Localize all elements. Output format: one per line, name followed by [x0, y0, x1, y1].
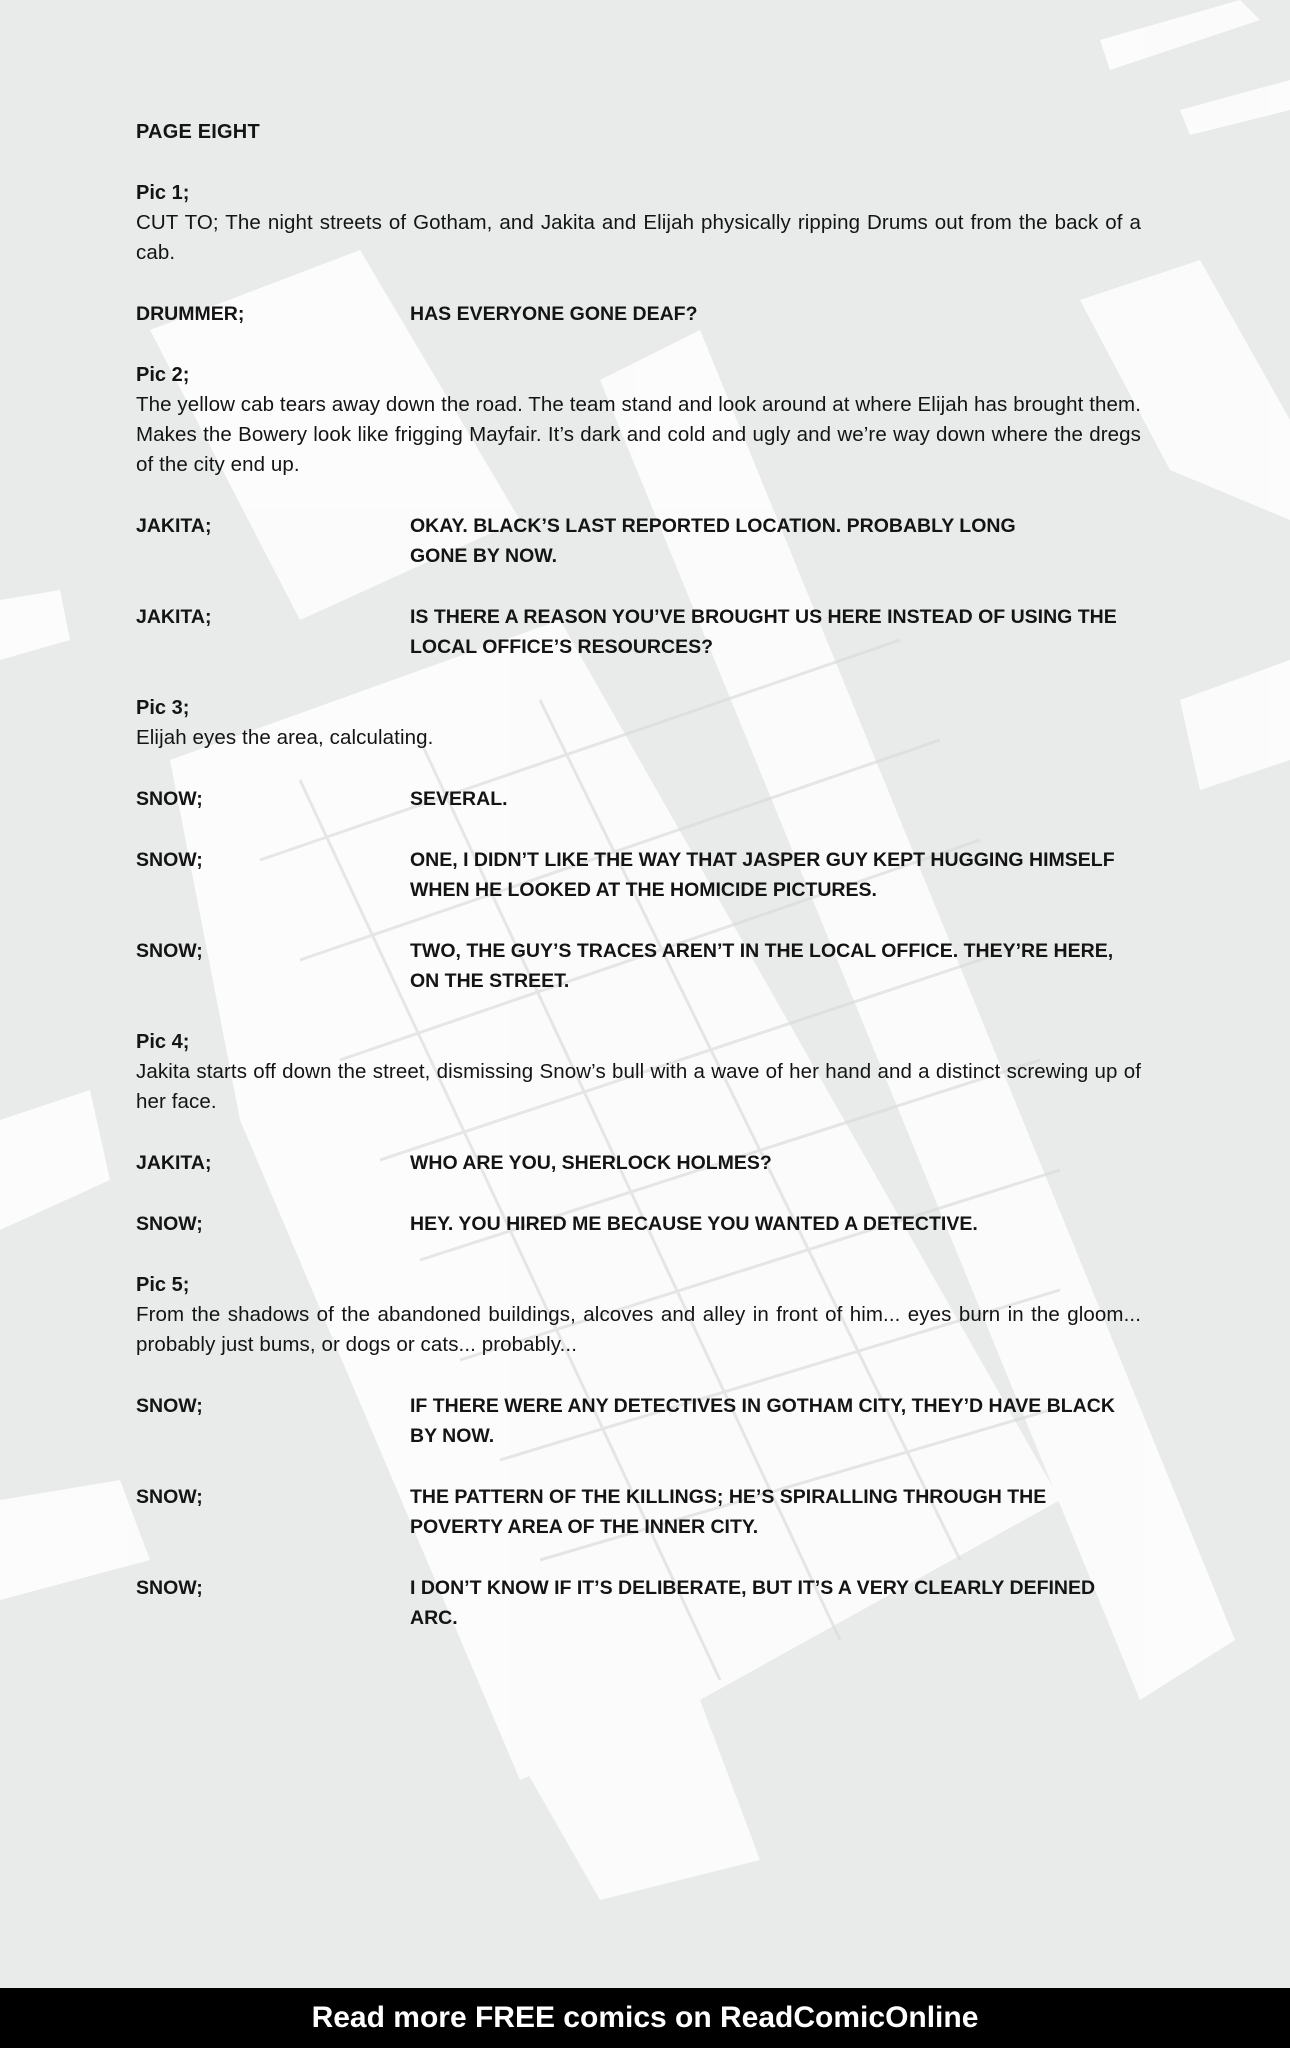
dialogue-line-part: THE PATTERN OF THE KILLINGS; HE’S SPIRALLING THROUGH THE	[410, 1486, 1047, 1508]
footer-banner-text[interactable]: Read more FREE comics on ReadComicOnline	[311, 2001, 979, 2034]
dialogue-line	[410, 602, 1141, 662]
dialogue-row	[136, 511, 1141, 571]
speaker-name: JAKITA;	[136, 606, 212, 628]
dialogue-line: WHO ARE YOU, SHERLOCK HOLMES?	[410, 1152, 772, 1174]
speaker-name: SNOW;	[136, 1395, 203, 1417]
speaker-name: JAKITA;	[136, 1152, 212, 1174]
dialogue-row	[136, 1482, 1141, 1542]
dialogue-line	[410, 845, 1141, 905]
speaker-name: SNOW;	[136, 1486, 203, 1508]
panel-description-3	[136, 693, 1141, 753]
dialogue-line	[410, 511, 1141, 571]
panel-heading: Pic 1;	[136, 182, 190, 204]
speaker-name: JAKITA;	[136, 515, 212, 537]
dialogue-row	[136, 1573, 1141, 1633]
panel-description-2	[136, 360, 1141, 480]
panel-text: Elijah eyes the area, calculating.	[136, 726, 434, 749]
dialogue-line-part: ONE, I DIDN’T LIKE THE WAY THAT JASPER GUY KEPT HUGGING HIMSELF	[410, 849, 1115, 871]
dialogue-line-part: LOCAL OFFICE’S RESOURCES?	[410, 636, 713, 658]
dialogue-line-part: IS THERE A REASON YOU’VE BROUGHT US HERE INSTEAD OF USING THE	[410, 606, 1117, 628]
panel-description-5	[136, 1270, 1141, 1360]
dialogue-line-part: OKAY. BLACK’S LAST REPORTED LOCATION. PROBABLY LONG	[410, 515, 1016, 537]
speaker-name: DRUMMER;	[136, 303, 245, 325]
panel-text: The yellow cab tears away down the road. The team stand and look around at where Elijah has brought them. Makes the Bowery look like frigging Mayfair. It’s dark and cold and ugly and we’re way down where the dregs of the city end up.	[136, 393, 1141, 476]
page-title: PAGE EIGHT	[136, 121, 260, 143]
dialogue-line-part: IF THERE WERE ANY DETECTIVES IN GOTHAM CITY, THEY’D HAVE BLACK	[410, 1395, 1115, 1417]
dialogue-row	[136, 299, 1141, 329]
panel-description-1	[136, 178, 1141, 268]
panel-heading: Pic 3;	[136, 697, 190, 719]
script-page	[136, 117, 1141, 1664]
dialogue-line-part: POVERTY AREA OF THE INNER CITY.	[410, 1516, 759, 1538]
speaker-name: SNOW;	[136, 1213, 203, 1235]
panel-heading: Pic 4;	[136, 1031, 190, 1053]
dialogue-row	[136, 1148, 1141, 1178]
panel-text: CUT TO; The night streets of Gotham, and Jakita and Elijah physically ripping Drums out from the back of a cab.	[136, 211, 1141, 264]
speaker-name: SNOW;	[136, 849, 203, 871]
dialogue-line: HAS EVERYONE GONE DEAF?	[410, 303, 698, 325]
dialogue-line-part: TWO, THE GUY’S TRACES AREN’T IN THE LOCAL OFFICE. THEY’RE HERE,	[410, 940, 1114, 962]
dialogue-line	[410, 1391, 1141, 1451]
speaker-name: SNOW;	[136, 940, 203, 962]
speaker-name: SNOW;	[136, 788, 203, 810]
dialogue-row	[136, 845, 1141, 905]
dialogue-line	[410, 936, 1141, 996]
panel-heading: Pic 5;	[136, 1274, 190, 1296]
dialogue-row	[136, 1391, 1141, 1451]
panel-text: Jakita starts off down the street, dismissing Snow’s bull with a wave of her hand and a distinct screwing up of her face.	[136, 1060, 1141, 1113]
speaker-name: SNOW;	[136, 1577, 203, 1599]
dialogue-row	[136, 784, 1141, 814]
panel-text: From the shadows of the abandoned buildings, alcoves and alley in front of him... eyes burn in the gloom... probably just bums, or dogs or cats... probably...	[136, 1303, 1141, 1356]
dialogue-line: HEY. YOU HIRED ME BECAUSE YOU WANTED A DETECTIVE.	[410, 1213, 978, 1235]
dialogue-line: I DON’T KNOW IF IT’S DELIBERATE, BUT IT’S A VERY CLEARLY DEFINED ARC.	[410, 1577, 1096, 1629]
dialogue-line-part: WHEN HE LOOKED AT THE HOMICIDE PICTURES.	[410, 879, 877, 901]
dialogue-row	[136, 936, 1141, 996]
dialogue-line	[410, 1482, 1141, 1542]
dialogue-line: SEVERAL.	[410, 788, 508, 810]
dialogue-line-part: GONE BY NOW.	[410, 545, 557, 567]
dialogue-line-part: ON THE STREET.	[410, 970, 570, 992]
dialogue-line-part: BY NOW.	[410, 1425, 495, 1447]
dialogue-row	[136, 602, 1141, 662]
dialogue-row	[136, 1209, 1141, 1239]
panel-description-4	[136, 1027, 1141, 1117]
footer-banner[interactable]	[0, 1988, 1290, 2048]
panel-heading: Pic 2;	[136, 364, 190, 386]
